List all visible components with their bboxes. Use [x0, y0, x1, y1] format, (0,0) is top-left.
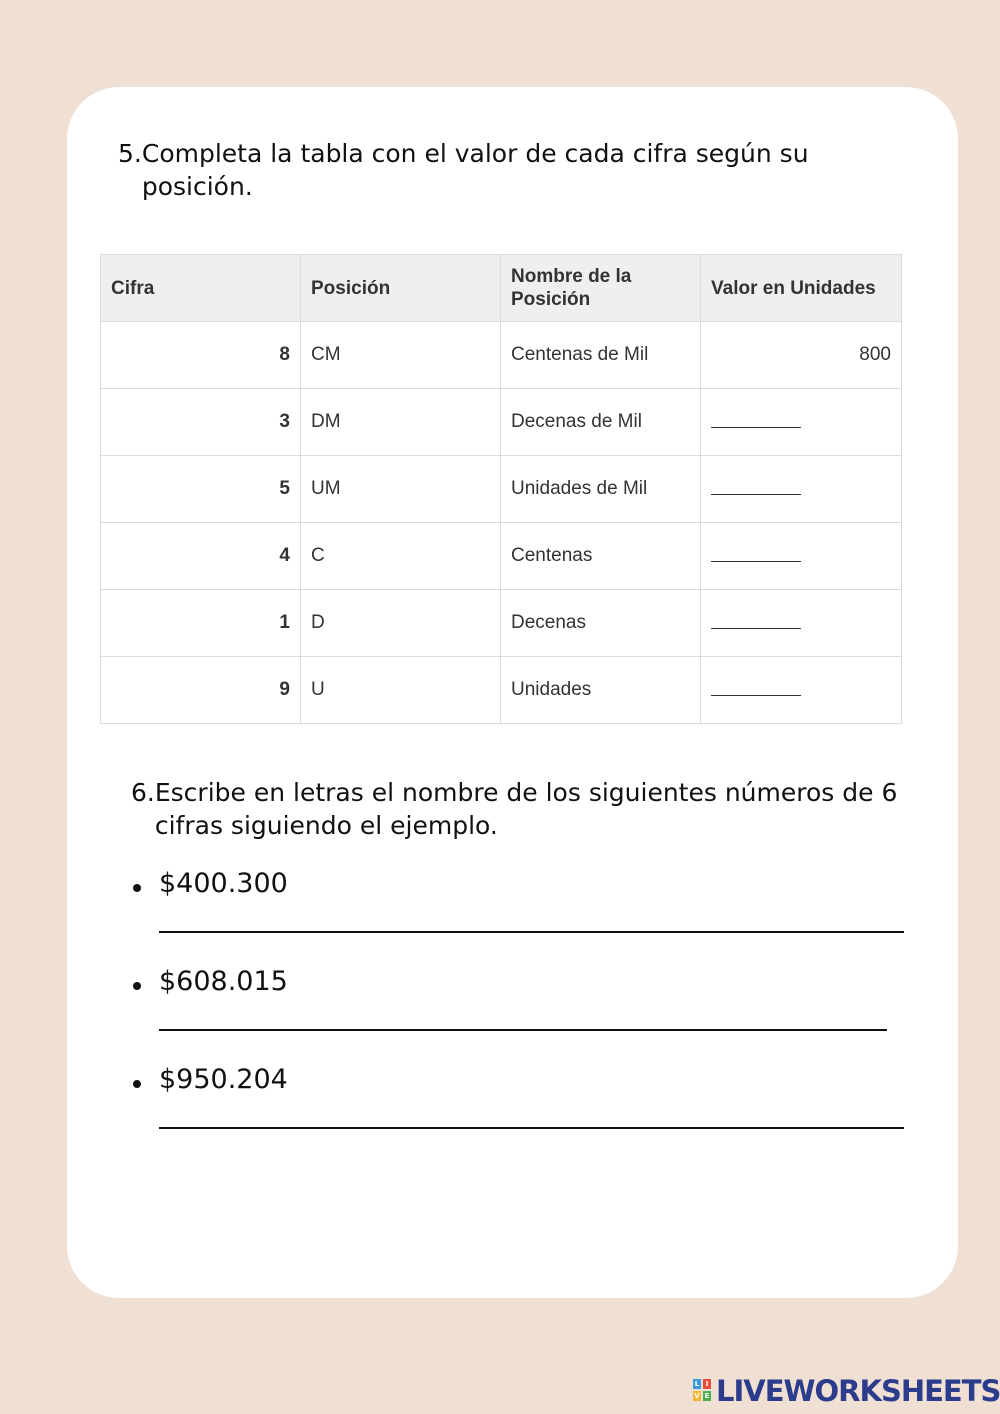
cell-nombre: Unidades de Mil: [501, 456, 701, 523]
table-row: [101, 322, 902, 389]
cell-valor[interactable]: [701, 590, 902, 657]
place-value-table: [100, 254, 902, 724]
cell-posicion: D: [301, 590, 501, 657]
amount-label: $950.204: [159, 1064, 288, 1095]
table-row: [101, 456, 902, 523]
bullet-icon: [133, 884, 141, 892]
cell-posicion: UM: [301, 456, 501, 523]
amount-label: $608.015: [159, 966, 288, 997]
logo-mark-icon: [693, 1379, 713, 1403]
cell-nombre: Unidades: [501, 657, 701, 724]
header-nombre: Nombre de la Posición: [501, 255, 701, 322]
logo-mark-letter: I: [703, 1379, 711, 1389]
answer-blank[interactable]: [711, 616, 801, 629]
cell-posicion: DM: [301, 389, 501, 456]
cell-posicion: U: [301, 657, 501, 724]
header-cifra: Cifra: [101, 255, 301, 322]
cell-posicion: C: [301, 523, 501, 590]
cell-valor[interactable]: [701, 523, 902, 590]
answer-blank[interactable]: [711, 549, 801, 562]
cell-nombre: Decenas: [501, 590, 701, 657]
cell-cifra: 8: [101, 322, 301, 389]
cell-valor[interactable]: [701, 389, 902, 456]
question-text: Completa la tabla con el valor de cada cifra según su posición.: [141, 139, 809, 201]
table-header-row: [101, 255, 902, 322]
cell-valor[interactable]: [701, 456, 902, 523]
answer-line[interactable]: [159, 1029, 887, 1031]
cell-cifra: 4: [101, 523, 301, 590]
answer-blank[interactable]: [711, 415, 801, 428]
liveworksheets-logo[interactable]: [693, 1374, 1000, 1408]
question-number: 6.: [131, 778, 155, 807]
cell-valor[interactable]: [701, 657, 902, 724]
logo-mark-letter: E: [704, 1392, 710, 1400]
logo-text: LIVEWORKSHEETS: [716, 1374, 1000, 1408]
cell-cifra: 1: [101, 590, 301, 657]
table-row: [101, 590, 902, 657]
cell-cifra: 3: [101, 389, 301, 456]
question-5: [118, 137, 878, 203]
logo-mark-letter: L: [694, 1380, 700, 1388]
amount-label: $400.300: [159, 868, 288, 899]
answer-blank[interactable]: [711, 683, 801, 696]
answer-blank[interactable]: [711, 482, 801, 495]
answer-line[interactable]: [159, 931, 904, 933]
table-row: [101, 657, 902, 724]
cell-cifra: 5: [101, 456, 301, 523]
question-number: 5.: [118, 139, 142, 168]
question-6: [131, 776, 911, 842]
cell-valor: 800: [701, 322, 902, 389]
cell-nombre: Centenas: [501, 523, 701, 590]
cell-posicion: CM: [301, 322, 501, 389]
cell-nombre: Centenas de Mil: [501, 322, 701, 389]
cell-nombre: Decenas de Mil: [501, 389, 701, 456]
header-posicion: Posición: [301, 255, 501, 322]
cell-cifra: 9: [101, 657, 301, 724]
table-row: [101, 389, 902, 456]
question-text: Escribe en letras el nombre de los siguientes números de 6 cifras siguiendo el ejemplo.: [154, 778, 898, 840]
table-row: [101, 523, 902, 590]
bullet-icon: [133, 1080, 141, 1088]
logo-mark-letter: V: [694, 1392, 700, 1400]
bullet-icon: [133, 982, 141, 990]
answer-line[interactable]: [159, 1127, 904, 1129]
header-valor: Valor en Unidades: [701, 255, 902, 322]
